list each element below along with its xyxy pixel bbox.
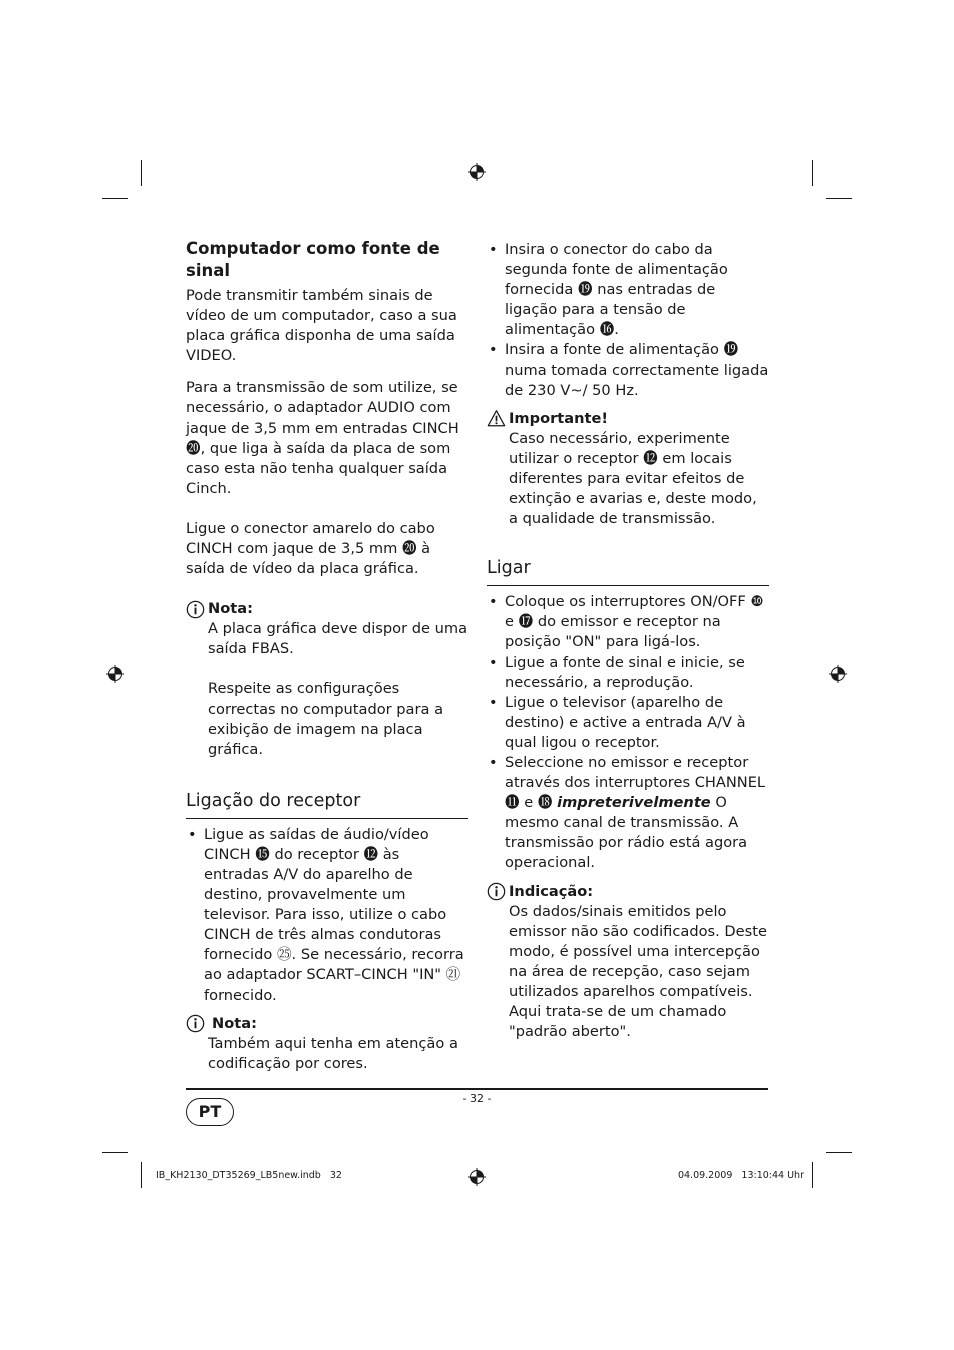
registration-mark-icon: [106, 665, 124, 683]
note-label: Nota:: [212, 1014, 257, 1032]
note-label: Nota:: [208, 600, 253, 618]
important-label: Importante!: [509, 409, 609, 427]
section-title-computer-source: Computador como fonte de sinal: [186, 239, 440, 280]
important-text: Caso necessário, experimente utilizar o receptor ⓬ em locais diferentes para evitar efeitos de extinção e avarias e, deste modo, a qualidade de transmissão.: [509, 429, 757, 528]
indication-text: Os dados/sinais emitidos pelo emissor não são codificados. Deste modo, é possível uma intercepção na área de recepção, caso sejam utilizados aparelhos compatíveis. Aqui trata-se de um chamado "padrão aberto".: [509, 902, 767, 1041]
print-slug-file: IB_KH2130_DT35269_LB5new.indb 32: [156, 1170, 342, 1181]
warning-icon: [487, 409, 506, 428]
crop-mark: [812, 160, 813, 186]
important-block: [487, 409, 769, 529]
indication-label: Indicação:: [509, 882, 594, 900]
section-title-ligar: Ligar: [487, 555, 769, 586]
crop-mark: [102, 198, 128, 199]
bullet-list: [186, 825, 468, 1006]
list-item: • Insira o conector do cabo da segunda fonte de alimentação fornecida ⓳ nas entradas de ligação para a tensão de alimentação ⓰.: [489, 241, 728, 339]
paragraph: Pode transmitir também sinais de vídeo de um computador, caso a sua placa gráfica disponha de uma saída VIDEO.: [186, 287, 457, 365]
crop-mark: [141, 160, 142, 186]
paragraph: Para a transmissão de som utilize, se necessário, o adaptador AUDIO com jaque de 3,5 mm em entradas CINCH ⓴, que liga à saída da placa de som caso esta não tenha qualquer saída Cinch.: [186, 379, 459, 497]
crop-mark: [826, 198, 852, 199]
crop-mark: [812, 1162, 813, 1188]
crop-mark: [826, 1152, 852, 1153]
info-icon: [186, 1014, 205, 1033]
list-item: • Ligue as saídas de áudio/vídeo CINCH ⓯ do receptor ⓬ às entradas A/V do aparelho de destino, provavelmente um televisor. Para isso, utilize o cabo CINCH de três almas condutoras fornecido ㉕. Se necessário, recorra ao adaptador SCART–CINCH "IN" ㉑ fornecido.: [188, 825, 464, 1004]
bullet-list: [487, 592, 769, 873]
note-text: Respeite as configurações correctas no computador para a exibição de imagem na placa gráfica.: [208, 680, 444, 758]
list-item: • Ligue o televisor (aparelho de destino) e active a entrada A/V à qual ligou o receptor.: [489, 693, 746, 751]
language-badge: PT: [186, 1098, 234, 1126]
list-item: • Insira a fonte de alimentação ⓳ numa tomada correctamente ligada de 230 V~/ 50 Hz.: [489, 341, 769, 399]
section-title-receiver-connection: Ligação do receptor: [186, 788, 468, 819]
registration-mark-icon: [829, 665, 847, 683]
note-text: Também aqui tenha em atenção a codificação por cores.: [208, 1034, 458, 1072]
note-block: [186, 1014, 468, 1074]
registration-mark-icon: [468, 163, 486, 181]
right-column: [487, 238, 769, 1042]
list-item: • Ligue a fonte de sinal e inicie, se necessário, a reprodução.: [489, 653, 745, 691]
info-icon: [186, 600, 205, 619]
footer-rule: [186, 1088, 768, 1090]
print-slug-date: 04.09.2009 13:10:44 Uhr: [677, 1170, 804, 1181]
bullet-list: [487, 240, 769, 401]
indication-block: [487, 882, 769, 1043]
left-column: [186, 238, 468, 1074]
list-item: • Coloque os interruptores ON/OFF ❿ e ⓱ do emissor e receptor na posição "ON" para ligá-los.: [489, 593, 764, 651]
crop-mark: [141, 1162, 142, 1188]
page-number: - 32 -: [462, 1092, 492, 1105]
list-item: • Seleccione no emissor e receptor através dos interruptores CHANNEL ⓫ e ⓲ impreterivelmente O mesmo canal de transmissão. A transmissão por rádio está agora operacional.: [489, 753, 766, 872]
note-block: [186, 599, 468, 760]
info-icon: [487, 882, 506, 901]
paragraph: Ligue o conector amarelo do cabo CINCH com jaque de 3,5 mm ⓴ à saída de vídeo da placa gráfica.: [186, 519, 435, 578]
crop-mark: [102, 1152, 128, 1153]
registration-mark-icon: [468, 1168, 486, 1186]
note-text: A placa gráfica deve dispor de uma saída FBAS.: [208, 620, 468, 658]
